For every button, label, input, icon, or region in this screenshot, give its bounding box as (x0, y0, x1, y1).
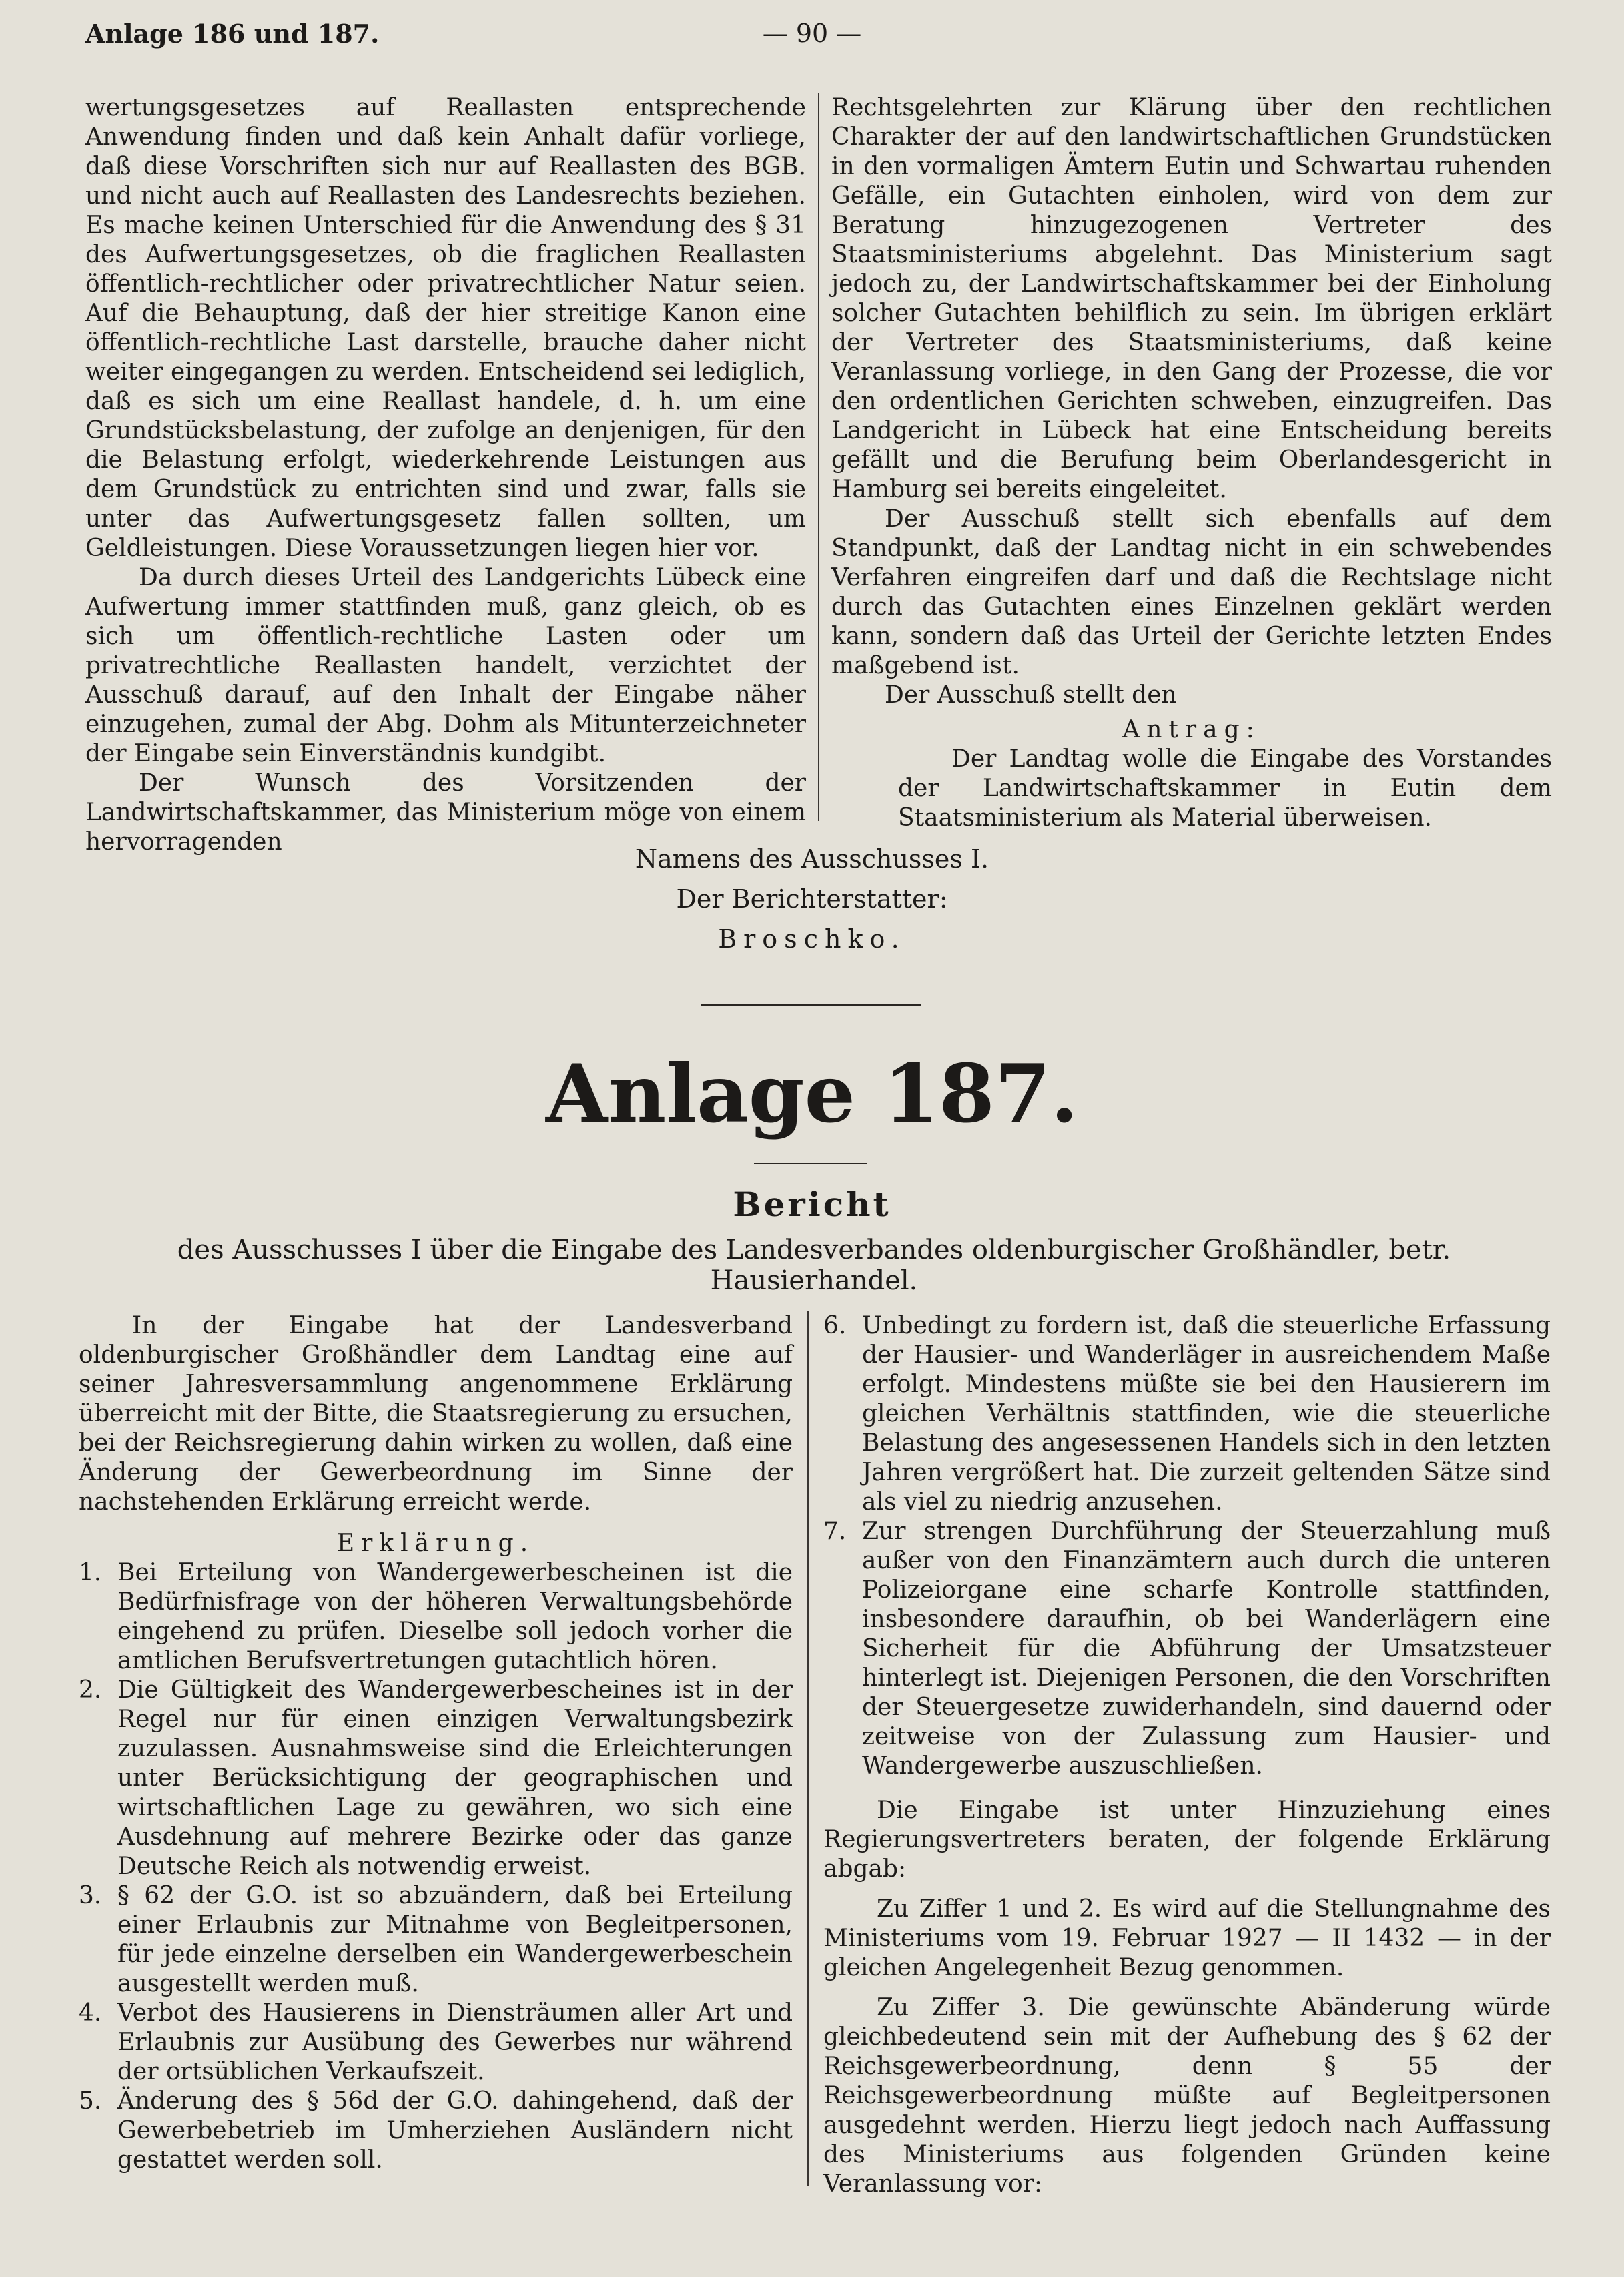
report-subtitle: des Ausschusses I über die Eingabe des Landesverbandes oldenburgischer Großhändler, betr. Hausierhandel. (177, 1235, 1451, 1296)
signature-committee: Namens des Ausschusses I. (635, 844, 989, 874)
list-item-text: Bei Erteilung von Wandergewerbescheinen ist die Bedürfnisfrage von der höheren Verwaltungsbehörde eingehend zu prüfen. Dieselbe soll jedoch vorher die amtlichen Berufsvertretungen gutachtlich hören. (117, 1559, 793, 1674)
paragraph: Die Eingabe ist unter Hinzuziehung eines Regierungsvertreters beraten, der folgende Erklärung abgab: (823, 1797, 1551, 1883)
intro-paragraph: In der Eingabe hat der Landesverband oldenburgischer Großhändler dem Landtag eine auf seiner Jahresversammlung angenommene Erklärung überreicht mit der Bitte, die Staatsregierung zu ersuchen, bei der Reichsregierung dahin wirken zu wollen, daß eine Änderung der Gewerbeordnung im Sinne der nachstehenden Erklärung erreicht werde. (79, 1312, 793, 1516)
top-left-column (85, 93, 806, 857)
list-item-text: Verbot des Hausierens in Diensträumen aller Art und Erlaubnis zur Ausübung des Gewerbes nur während der ortsüblichen Verkaufszeit. (117, 1999, 793, 2085)
list-item-number: 4. (79, 1999, 102, 2027)
list-item (79, 1558, 793, 1676)
list-item (79, 1999, 793, 2087)
paragraph: Zu Ziffer 1 und 2. Es wird auf die Stellungnahme des Ministeriums vom 19. Februar 1927 — II 1432 — in der gleichen Angelegenheit Bezug genommen. (823, 1895, 1551, 1981)
section-divider (701, 1004, 921, 1006)
list-item (79, 2087, 793, 2175)
list-item-text: Die Gültigkeit des Wandergewerbescheines ist in der Regel nur für einen einzigen Verwaltungsbezirk zuzulassen. Ausnahmsweise sind die Erleichterungen unter Berücksichtigung der geographischen und wirtschaftlichen Lage zu gewähren, wo sich eine Ausdehnung auf mehrere Bezirke oder das ganze Deutsche Reich als notwendig erweist. (117, 1676, 793, 1880)
paragraph: wertungsgesetzes auf Reallasten entsprechende Anwendung finden und daß kein Anhalt dafür vorliege, daß diese Vorschriften sich nur auf Reallasten des BGB. und nicht auch auf Reallasten des Landesrechts beziehen. Es mache keinen Unterschied für die Anwendung des § 31 des Aufwertungsgesetzes, ob die fraglichen Reallasten öffentlich-rechtlicher oder privatrechtlicher Natur seien. Auf die Behauptung, daß der hier streitige Kanon eine öffentlich-rechtliche Last darstelle, brauche daher nicht weiter eingegangen zu werden. Entscheidend sei lediglich, daß es sich um eine Reallast handele, d. h. um eine Grundstücksbelastung, der zufolge an denjenigen, für den die Belastung erfolgt, wiederkehrende Leistungen aus dem Grundstück zu entrichten sind und zwar, falls sie unter das Aufwertungsgesetz fallen sollten, um Geldleistungen. Diese Voraussetzungen liegen hier vor. (85, 94, 806, 562)
report-heading: Bericht (733, 1185, 891, 1224)
bottom-right-column (823, 1311, 1551, 2199)
signature-reporter-label: Der Berichterstatter: (676, 884, 948, 914)
paragraph: Rechtsgelehrten zur Klärung über den rechtlichen Charakter der auf den landwirtschaftlichen Grundstücken in den vormaligen Ämtern Eutin und Schwartau ruhenden Gefälle, ein Gutachten einholen, wird von dem zur Beratung hinzugezogenen Vertreter des Staatsministeriums abgelehnt. Das Ministerium sagt jedoch zu, der Landwirtschaftskammer bei der Einholung solcher Gutachten behilflich zu sein. Im übrigen erklärt der Vertreter des Staatsministeriums, daß keine Veranlassung vorliege, in den Gang der Prozesse, die vor den ordentlichen Gerichten schweben, einzugreifen. Das Landgericht in Lübeck hat eine Entscheidung bereits gefällt und die Berufung beim Oberlandesgericht in Hamburg sei bereits eingeleitet. (831, 94, 1552, 503)
list-item-number: 2. (79, 1676, 102, 1704)
header-annex-ref: Anlage 186 und 187. (85, 19, 380, 49)
signature-name: Broschko. (718, 924, 906, 954)
list-item (79, 1676, 793, 1881)
list-item (79, 1881, 793, 1999)
list-item-text: Zur strengen Durchführung der Steuerzahlung muß außer von den Finanzämtern auch durch die unteren Polizeiorgane eine scharfe Kontrolle stattfinden, insbesondere daraufhin, ob bei Wanderlägern eine Sicherheit für die Abführung der Umsatzsteuer hinterlegt ist. Diejenigen Personen, die den Vorschriften der Steuergesetze zuwiderhandeln, sind dauernd oder zeitweise von der Zulassung zum Hausier- und Wandergewerbe auszuschließen. (862, 1518, 1551, 1780)
list-item (823, 1311, 1551, 1517)
list-item-number: 3. (79, 1882, 102, 1909)
top-right-column (831, 93, 1552, 833)
paragraph: Der Ausschuß stellt sich ebenfalls auf dem Standpunkt, daß der Landtag nicht in ein schwebendes Verfahren eingreifen darf und daß die Rechtslage nicht durch das Gutachten eines Einzelnen geklärt werden kann, sondern daß das Urteil der Gerichte letzten Endes maßgebend ist. (831, 505, 1552, 679)
bottom-left-column (79, 1311, 793, 2175)
paragraph: Der Wunsch des Vorsitzenden der Landwirtschaftskammer, das Ministerium möge von einem hervorragenden (85, 769, 806, 856)
antrag-text: Der Landtag wolle die Eingabe des Vorstandes der Landwirtschaftskammer in Eutin dem Staatsministerium als Material überweisen. (898, 745, 1552, 832)
column-divider (807, 1311, 809, 2186)
list-item-text: Unbedingt zu fordern ist, daß die steuerliche Erfassung der Hausier- und Wanderläger in ausreichendem Maße erfolgt. Mindestens müßte sie bei den Hausierern im gleichen Verhältnis stattfinden, wie die steuerliche Belastung des angesessenen Handels sich in den letzten Jahren vergrößert hat. Die zurzeit geltenden Sätze sind als viel zu niedrig anzusehen. (862, 1312, 1551, 1516)
list-item-number: 5. (79, 2087, 102, 2115)
paragraph: Der Ausschuß stellt den (885, 681, 1177, 709)
annex-title: Anlage 187. (546, 1047, 1078, 1141)
column-divider (818, 93, 819, 821)
list-item-number: 7. (823, 1518, 847, 1545)
list-item-text: Änderung des § 56d der G.O. dahingehend, daß der Gewerbebetrieb im Umherziehen Ausländern nicht gestattet werden soll. (117, 2087, 793, 2174)
paragraph: Da durch dieses Urteil des Landgerichts Lübeck eine Aufwertung immer stattfinden muß, ganz gleich, ob es sich um öffentlich-rechtliche Lasten oder um privatrechtliche Reallasten handelt, verzichtet der Ausschuß darauf, auf den Inhalt der Eingabe näher einzugehen, zumal der Abg. Dohm als Mitunterzeichneter der Eingabe sein Einverständnis kundgibt. (85, 564, 806, 767)
list-item-number: 6. (823, 1312, 847, 1339)
running-header (85, 19, 1539, 59)
paragraph: Zu Ziffer 3. Die gewünschte Abänderung würde gleichbedeutend sein mit der Aufhebung des § 62 der Reichsgewerbeordnung, denn § 55 der Reichsgewerbeordnung müßte auf Begleitpersonen ausgedehnt werden. Hierzu liegt jedoch nach Auffassung des Ministeriums aus folgenden Gründen keine Veranlassung vor: (823, 1994, 1551, 2198)
list-item (823, 1517, 1551, 1781)
page-number: — 90 — (762, 19, 862, 48)
list-item-text: § 62 der G.O. ist so abzuändern, daß bei Erteilung einer Erlaubnis zur Mitnahme von Begleitpersonen, für jede einzelne derselben ein Wandergewerbeschein ausgestellt werden muß. (117, 1882, 793, 1997)
antrag-heading: Antrag: (1122, 716, 1261, 743)
list-item-number: 1. (79, 1559, 102, 1586)
declaration-heading: Erklärung. (336, 1530, 535, 1557)
title-divider (754, 1163, 867, 1164)
